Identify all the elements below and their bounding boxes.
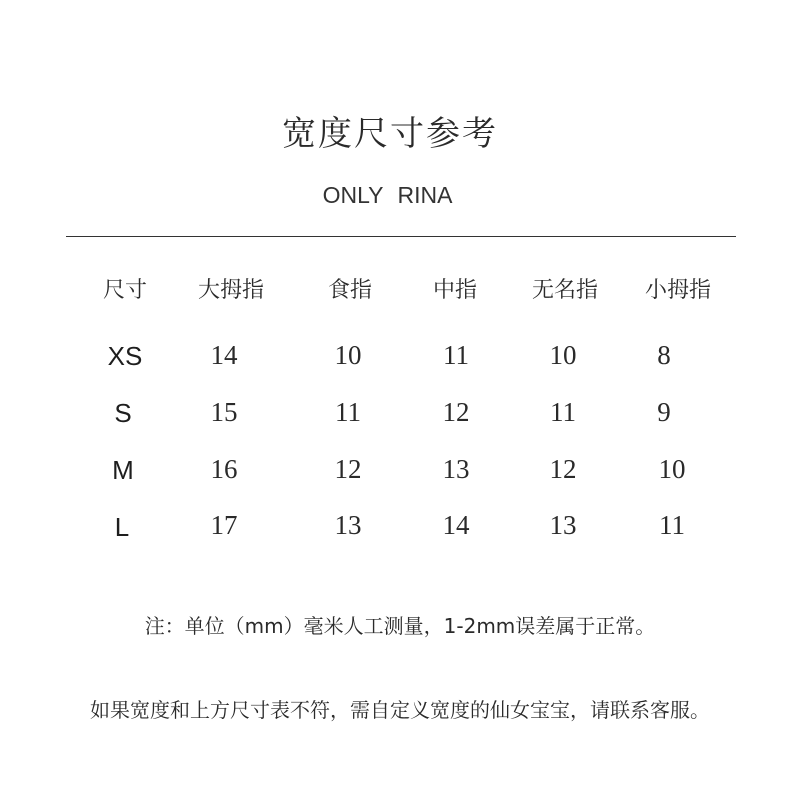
value-cell: 13 (549, 510, 577, 540)
value-cell: 8 (657, 340, 671, 370)
value-cell: 17 (210, 510, 238, 540)
header-size: 尺寸 (102, 278, 148, 303)
measurement-note: 注：单位（mm）毫米人工测量，1-2mm误差属于正常。 (144, 614, 656, 638)
contact-note: 如果宽度和上方尺寸表不符，需自定义宽度的仙女宝宝，请联系客服。 (90, 698, 710, 722)
value-cell: 10 (658, 454, 686, 484)
header-ring-finger: 无名指 (531, 278, 599, 303)
value-cell: 12 (549, 454, 577, 484)
value-cell: 11 (443, 340, 469, 370)
value-cell: 11 (550, 397, 576, 427)
size-label: XS (107, 341, 143, 371)
value-cell: 14 (210, 340, 238, 370)
header-index-finger: 食指 (327, 278, 373, 303)
divider (66, 236, 736, 237)
header-little-finger: 小拇指 (644, 278, 712, 303)
value-cell: 14 (442, 510, 470, 540)
value-cell: 13 (334, 510, 362, 540)
value-cell: 15 (210, 397, 238, 427)
value-cell: 9 (657, 397, 671, 427)
value-cell: 10 (549, 340, 577, 370)
header-middle-finger: 中指 (432, 278, 478, 303)
value-cell: 12 (442, 397, 470, 427)
page-title: 宽度尺寸参考 (282, 114, 498, 154)
brand-name: ONLY RINA (322, 182, 453, 208)
value-cell: 10 (334, 340, 362, 370)
size-label: L (114, 512, 130, 542)
value-cell: 13 (442, 454, 470, 484)
value-cell: 12 (334, 454, 362, 484)
header-thumb: 大拇指 (197, 278, 265, 303)
size-label: M (112, 455, 134, 485)
value-cell: 11 (659, 510, 685, 540)
value-cell: 11 (335, 397, 361, 427)
size-label: S (114, 398, 132, 428)
value-cell: 16 (210, 454, 238, 484)
